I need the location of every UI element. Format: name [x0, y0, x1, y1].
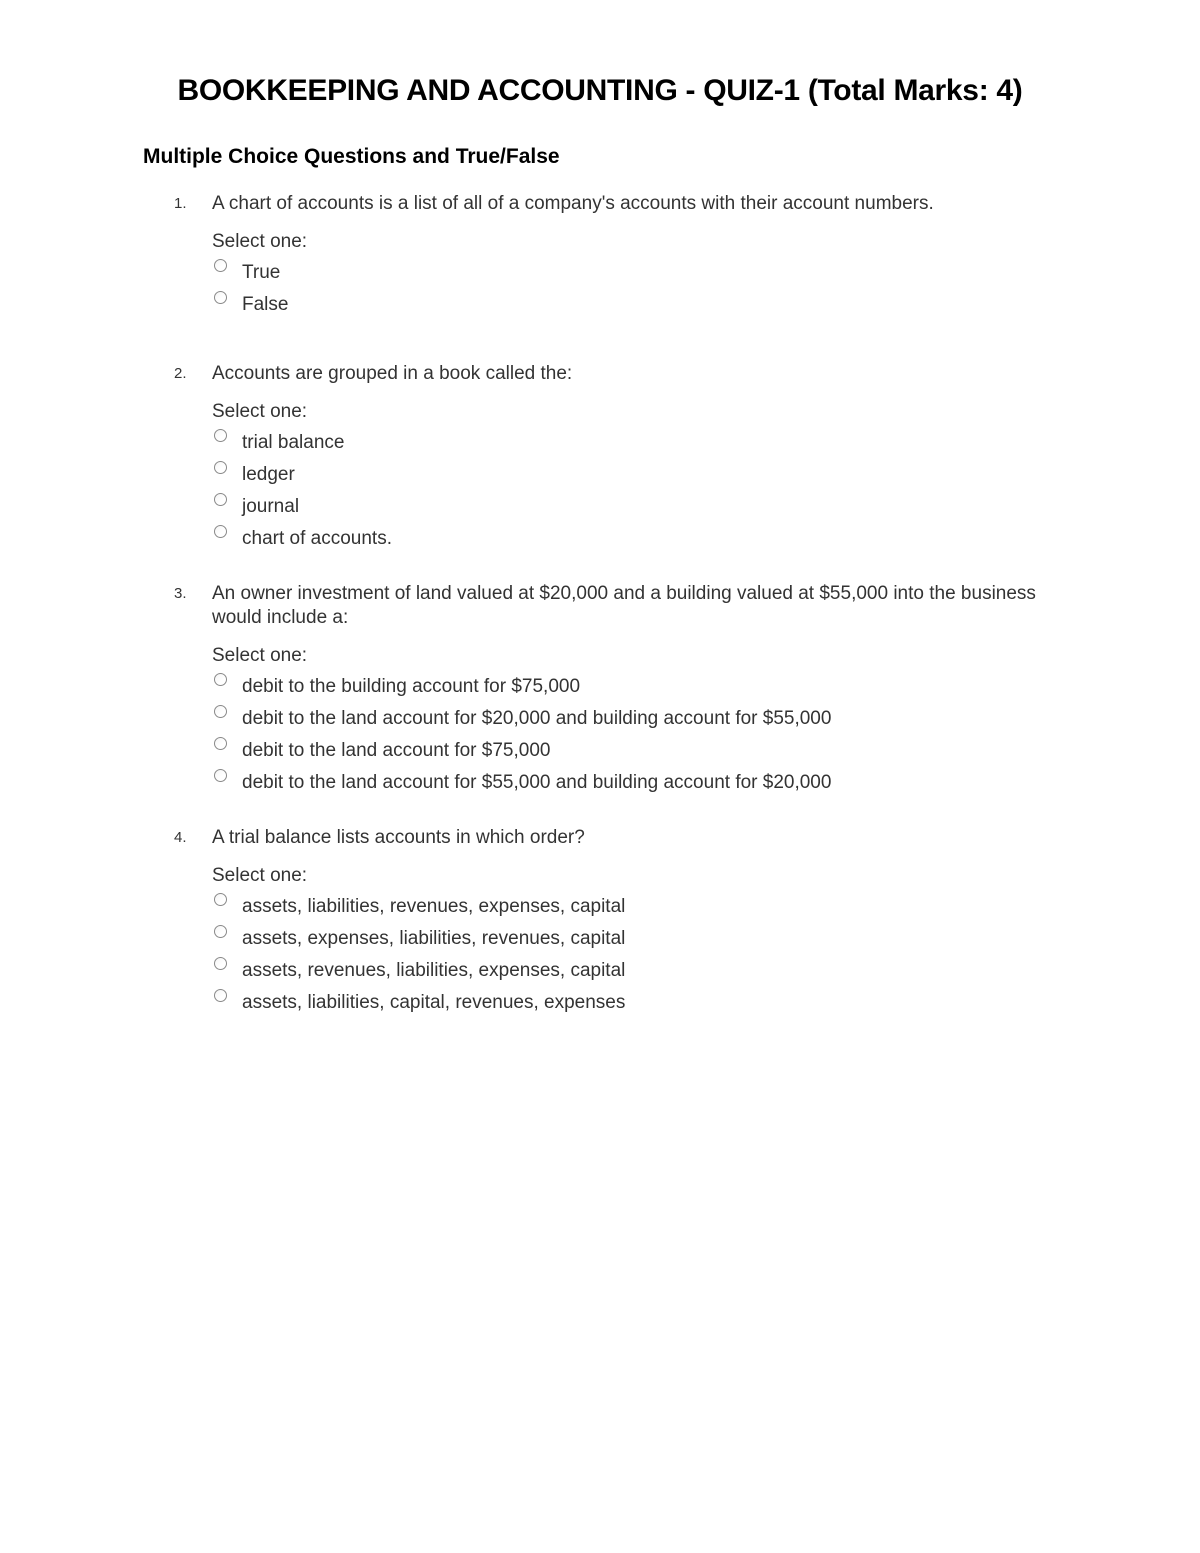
radio-button[interactable]	[214, 737, 227, 750]
answer-option-label: assets, expenses, liabilities, revenues, capital	[242, 928, 626, 949]
question-list	[0, 192, 1200, 1046]
question-number: 2.	[174, 365, 187, 382]
answer-option-label: trial balance	[242, 432, 345, 453]
select-one-label: Select one:	[212, 401, 308, 422]
answer-option[interactable]	[212, 704, 1200, 736]
radio-button[interactable]	[214, 893, 227, 906]
answer-options	[212, 892, 1200, 1020]
answer-option-label: True	[242, 262, 281, 283]
answer-options	[212, 258, 1200, 322]
answer-option[interactable]	[212, 258, 1200, 290]
answer-option-label: debit to the land account for $55,000 and building account for $20,000	[242, 772, 832, 793]
section-title: Multiple Choice Questions and True/False	[143, 145, 560, 168]
question-3	[0, 582, 1200, 800]
answer-option[interactable]	[212, 460, 1200, 492]
answer-option-label: ledger	[242, 464, 295, 485]
question-2	[0, 362, 1200, 556]
radio-button[interactable]	[214, 429, 227, 442]
answer-option-label: False	[242, 294, 289, 315]
answer-option[interactable]	[212, 736, 1200, 768]
radio-button[interactable]	[214, 493, 227, 506]
question-number: 4.	[174, 829, 187, 846]
question-4	[0, 826, 1200, 1020]
select-one-label: Select one:	[212, 645, 308, 666]
select-one-label: Select one:	[212, 865, 308, 886]
radio-button[interactable]	[214, 673, 227, 686]
answer-option[interactable]	[212, 768, 1200, 800]
answer-option-label: assets, liabilities, capital, revenues, expenses	[242, 992, 626, 1013]
radio-button[interactable]	[214, 925, 227, 938]
answer-option[interactable]	[212, 524, 1200, 556]
answer-option-label: debit to the land account for $75,000	[242, 740, 551, 761]
answer-option[interactable]	[212, 988, 1200, 1020]
radio-button[interactable]	[214, 291, 227, 304]
answer-option-label: debit to the land account for $20,000 and building account for $55,000	[242, 708, 832, 729]
radio-button[interactable]	[214, 259, 227, 272]
answer-option[interactable]	[212, 428, 1200, 460]
radio-button[interactable]	[214, 705, 227, 718]
question-1	[0, 192, 1200, 322]
radio-button[interactable]	[214, 769, 227, 782]
answer-options	[212, 428, 1200, 556]
question-number: 3.	[174, 585, 187, 602]
question-text: A trial balance lists accounts in which order?	[212, 827, 585, 848]
answer-option-label: assets, revenues, liabilities, expenses, capital	[242, 960, 626, 981]
radio-button[interactable]	[214, 461, 227, 474]
answer-option[interactable]	[212, 924, 1200, 956]
question-text: An owner investment of land valued at $20,000 and a building valued at $55,000 into the business would include a:	[212, 583, 1036, 628]
answer-option[interactable]	[212, 290, 1200, 322]
answer-option[interactable]	[212, 492, 1200, 524]
answer-option-label: chart of accounts.	[242, 528, 392, 549]
question-text: Accounts are grouped in a book called the:	[212, 363, 573, 384]
answer-option[interactable]	[212, 672, 1200, 704]
answer-option-label: journal	[242, 496, 300, 517]
answer-options	[212, 672, 1200, 800]
page-title: BOOKKEEPING AND ACCOUNTING - QUIZ-1 (Total Marks: 4)	[177, 74, 1023, 107]
select-one-label: Select one:	[212, 231, 308, 252]
answer-option[interactable]	[212, 892, 1200, 924]
answer-option-label: debit to the building account for $75,000	[242, 676, 581, 697]
answer-option[interactable]	[212, 956, 1200, 988]
radio-button[interactable]	[214, 525, 227, 538]
radio-button[interactable]	[214, 957, 227, 970]
radio-button[interactable]	[214, 989, 227, 1002]
question-number: 1.	[174, 195, 187, 212]
answer-option-label: assets, liabilities, revenues, expenses, capital	[242, 896, 626, 917]
question-text: A chart of accounts is a list of all of a company's accounts with their account numbers.	[212, 193, 934, 214]
